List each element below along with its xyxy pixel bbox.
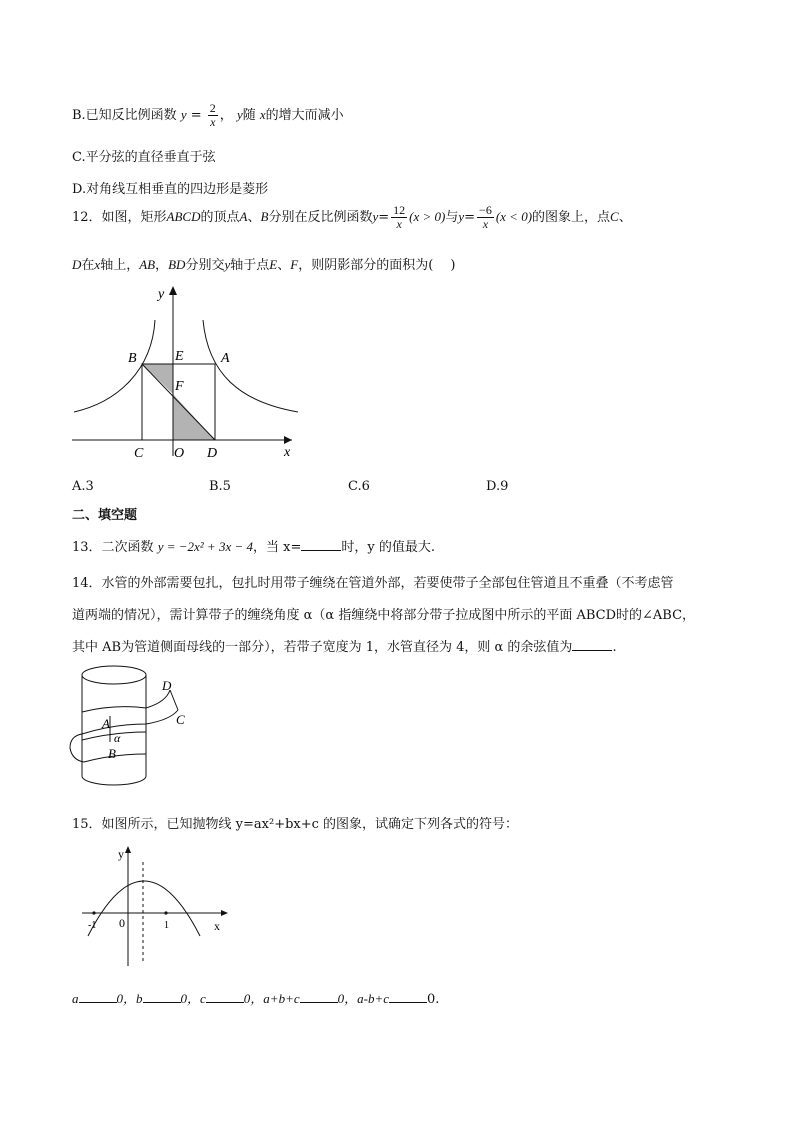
q15-figure xyxy=(80,844,230,970)
q14-line1: 14．水管的外部需要包扎，包扎时用带子缠绕在管道外部，若要使带子全部包住管道且不重叠（不考虑管 xyxy=(72,576,674,591)
tape-lower-edge xyxy=(82,710,178,734)
label-d: D xyxy=(207,446,218,461)
q12-option-d: D.9 xyxy=(486,479,509,494)
q15-text: 15．如图所示，已知抛物线 y=ax²+bx+c 的图象，试确定下列各式的符号： xyxy=(72,817,519,832)
label-x: x xyxy=(214,919,220,933)
label-neg1: -1 xyxy=(88,920,97,931)
label-alpha: α xyxy=(114,731,121,745)
q15-blank-c[interactable] xyxy=(206,990,244,1003)
cylinder-top xyxy=(82,666,146,684)
hyperbola-left xyxy=(74,320,155,412)
label-x: x xyxy=(284,445,291,460)
section-title-fill-blank: 二、填空题 xyxy=(72,508,138,523)
label-a: A xyxy=(102,716,110,731)
q15-blank-a-minus-b-plus-c[interactable] xyxy=(389,990,427,1003)
label-one: 1 xyxy=(164,920,169,931)
q12-option-c: C.6 xyxy=(348,479,370,494)
q15-answers: a 0，b 0，c 0，a+b+c 0，a-b+c 0. xyxy=(72,991,440,1007)
label-b: B xyxy=(128,351,137,366)
q13-answer-blank[interactable] xyxy=(301,538,341,551)
y-axis-arrow xyxy=(125,846,131,853)
label-b: B xyxy=(108,746,116,761)
label-zero: 0 xyxy=(119,916,125,930)
tape-upper-edge xyxy=(82,690,170,712)
q15-blank-a[interactable] xyxy=(79,990,117,1003)
q12-figure xyxy=(70,284,300,464)
q13: 13．二次函数 y = −2x² + 3x − 4，当 x= 时，y 的值最大. xyxy=(72,539,435,555)
y-axis-arrow xyxy=(169,286,177,295)
fraction-2-over-x: $\frac{2}{x}$ xyxy=(209,101,216,129)
q15-blank-b[interactable] xyxy=(143,990,181,1003)
label-a: A xyxy=(221,351,230,366)
q12-option-a: A.3 xyxy=(72,479,94,494)
root-right-dot xyxy=(164,911,167,914)
q12-line2: D在x轴上，AB，BD分别交y轴于点E、F，则阴影部分的面积为( ) xyxy=(72,257,456,273)
fraction-neg6-over-x: $\frac{-6}{x}$ xyxy=(479,203,492,231)
q14-line2: 道两端的情况），需计算带子的缠绕角度 α（α 指缠绕中将部分带子拉成图中所示的平面 ABCD时的∠ABC， xyxy=(72,608,696,623)
label-y: y xyxy=(158,287,165,302)
q14-line3: 其中 AB为管道侧面母线的一部分），若带子宽度为 1，水管直径为 4，则 α 的余弦值为 . xyxy=(72,640,617,655)
label-c: C xyxy=(176,712,185,727)
cylinder-bottom xyxy=(82,776,146,785)
q12-line1: 12．如图，矩形ABCD的顶点A、B分别在反比例函数y= $\frac{12}{x}$ (x > 0)与y= $\frac{-6}{x}$ (x < 0)的图象上，点C、 xyxy=(72,203,632,231)
q11-option-c: C.平分弦的直径垂直于弦 xyxy=(72,150,216,165)
fraction-12-over-x: $\frac{12}{x}$ xyxy=(393,203,406,231)
x-axis-arrow xyxy=(221,910,228,916)
parabola xyxy=(88,881,200,936)
x-axis-arrow xyxy=(284,436,292,444)
q11-option-b: B.已知反比例函数 y = $\frac{2}{x}$ ， y随 x的增大而减小 xyxy=(72,101,344,129)
label-c: C xyxy=(134,446,144,461)
label-f: F xyxy=(175,379,184,394)
q14-answer-blank[interactable] xyxy=(572,638,612,651)
q15-blank-abc[interactable] xyxy=(300,990,338,1003)
q12-option-b: B.5 xyxy=(209,479,231,494)
q11-option-d: D.对角线互相垂直的四边形是菱形 xyxy=(72,182,269,197)
hyperbola-right xyxy=(203,320,298,412)
label-e: E xyxy=(175,349,184,364)
q14-figure xyxy=(66,662,196,790)
label-o: O xyxy=(174,446,185,461)
root-left-dot xyxy=(92,911,95,914)
label-y: y xyxy=(118,847,124,861)
tape-flap xyxy=(170,690,178,710)
label-d: D xyxy=(162,678,172,693)
